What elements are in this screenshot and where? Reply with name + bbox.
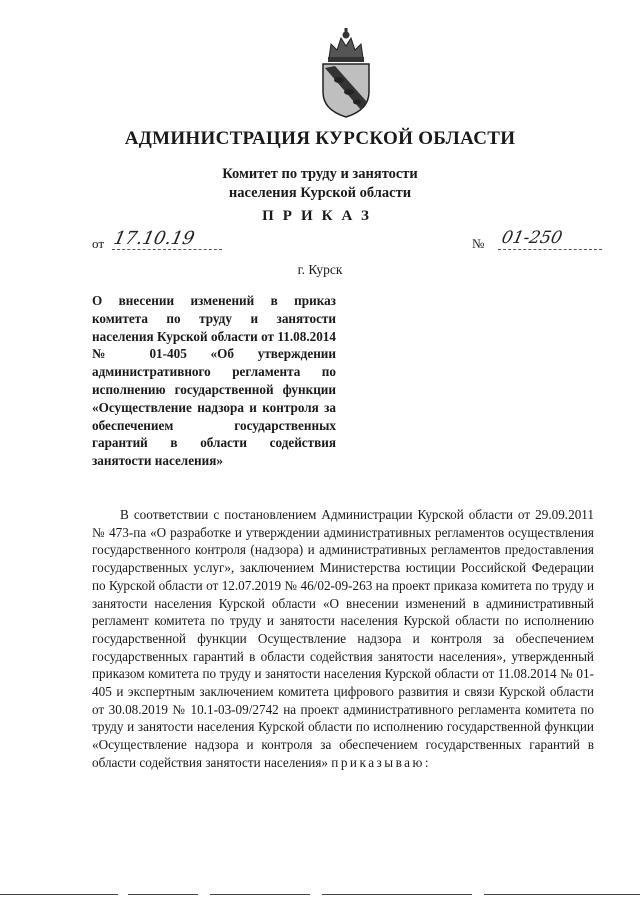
date-underline bbox=[112, 249, 222, 250]
committee-line-2: населения Курской области bbox=[228, 185, 412, 201]
city-line: г. Курск bbox=[297, 262, 343, 277]
order-body bbox=[92, 506, 594, 772]
order-subject: О внесении изменений в приказ комитета по труду и занятости населения Курской области от 11.08.2014 № 01-405 «Об утверждении административного регламента по исполнению государственной функции «Осуществление надзора и контроля за обеспечением государственных гарантий в области содействия занятости населения» bbox=[92, 293, 336, 469]
order-date bbox=[92, 228, 222, 254]
document-type: ПРИКАЗ bbox=[262, 208, 378, 224]
number-prefix: № bbox=[472, 236, 485, 251]
organization-title: АДМИНИСТРАЦИЯ КУРСКОЙ ОБЛАСТИ bbox=[124, 128, 516, 149]
order-number bbox=[472, 228, 602, 254]
date-value-handwritten: 17.10.19 bbox=[111, 228, 197, 249]
committee-line-1: Комитет по труду и занятости bbox=[222, 166, 418, 182]
number-value-handwritten: 01-250 bbox=[499, 228, 564, 248]
footer-scan-line bbox=[0, 894, 640, 900]
date-prefix: от bbox=[92, 236, 105, 251]
committee-name bbox=[0, 165, 640, 203]
body-paragraph: В соответствии с постановлением Администрации Курской области от 29.09.2011 № 473-па «О разработке и утверждении административных регламентов осуществления государственного контроля (надзора) и административных регламентов предоставления государственных услуг», заключением Министерства юстиции Российской Федерации по Курской области от 12.07.2019 № 46/02-09-263 на проект приказа комитета по труду и занятости населения Курской области «О внесении изменений в административный регламент комитета по труду и занятости населения Курской области по исполнению государственной функции Осуществление надзора и контроля за обеспечением государственных гарантий в области содействия занятости населения», утвержденный приказом комитета по труду и занятости населения Курской области от 11.08.2014 № 01-405 и экспертным заключением комитета цифрового развития и связи Курской области от 30.08.2019 № 10.1-03-09/2742 на проект административного регламента комитета по труду и занятости населения Курской области по исполнению государственной функции «Осуществление надзора и контроля за обеспечением государственных гарантий в области содействия занятости населения» bbox=[92, 507, 594, 770]
coat-of-arms-icon bbox=[317, 28, 375, 118]
number-underline bbox=[498, 249, 602, 250]
order-word: приказываю: bbox=[331, 754, 432, 770]
